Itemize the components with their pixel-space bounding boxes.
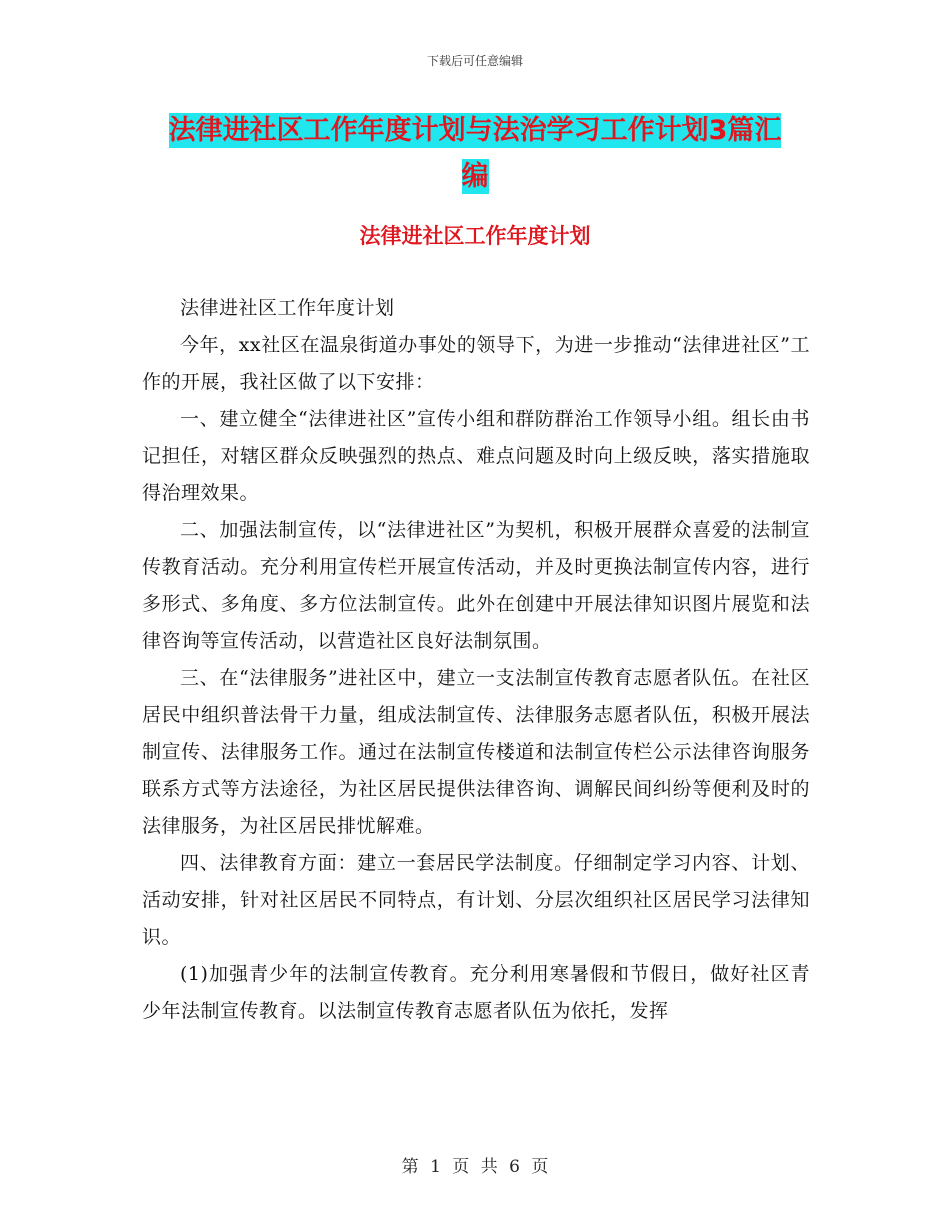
paragraph: 三、在“法律服务”进社区中，建立一支法制宣传教育志愿者队伍。在社区居民中组织普法骨干力量，组成法制宣传、法律服务志愿者队伍，积极开展法制宣传、法律服务工作。通过在法制宣传楼道和法制宣传栏公示法律咨询服务联系方式等方法途径，为社区居民提供法律咨询、调解民间纠纷等便利及时的法律服务，为社区居民排忧解难。	[142, 667, 810, 837]
paragraph: 一、建立健全“法律进社区”宣传小组和群防群治工作领导小组。组长由书记担任，对辖区群众反映强烈的热点、难点问题及时向上级反映，落实措施取得治理效果。	[142, 408, 810, 504]
page-number-footer: 第 1 页 共 6 页	[401, 1157, 549, 1177]
document-title	[150, 108, 800, 200]
document-title-line-2: 编	[461, 161, 489, 192]
paragraph: 四、法律教育方面：建立一套居民学法制度。仔细制定学习内容、计划、活动安排，针对社区居民不同特点，有计划、分层次组织社区居民学习法律知识。	[142, 852, 810, 948]
header-note: 下载后可任意编辑	[426, 54, 523, 68]
document-title-line-1: 法律进社区工作年度计划与法治学习工作计划3篇汇	[168, 115, 782, 146]
paragraph: 二、加强法制宣传，以“法律进社区”为契机，积极开展群众喜爱的法制宣传教育活动。充分利用宣传栏开展宣传活动，并及时更换法制宣传内容，进行多形式、多角度、多方位法制宣传。此外在创建中开展法律知识图片展览和法律咨询等宣传活动，以营造社区良好法制氛围。	[142, 519, 810, 652]
paragraph: (1)加强青少年的法制宣传教育。充分利用寒暑假和节假日，做好社区青少年法制宣传教育。以法制宣传教育志愿者队伍为依托，发挥	[142, 963, 810, 1022]
section-title: 法律进社区工作年度计划	[359, 224, 591, 248]
paragraph: 法律进社区工作年度计划	[180, 297, 395, 319]
document-body	[142, 290, 810, 1030]
paragraph: 今年，xx社区在温泉街道办事处的领导下，为进一步推动“法律进社区”工作的开展，我社区做了以下安排：	[142, 334, 810, 393]
